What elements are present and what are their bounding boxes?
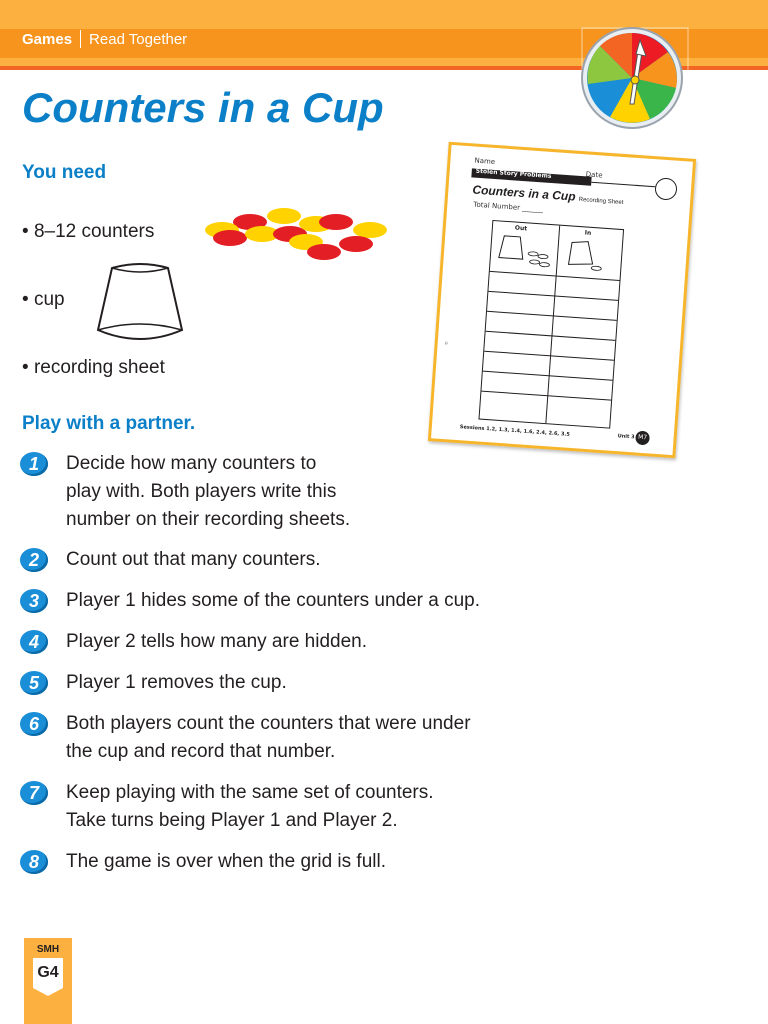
sheet-subtitle: Recording Sheet [578, 196, 624, 207]
step-number-icon: 4 [20, 630, 48, 654]
page-tab-label: SMH [36, 944, 60, 955]
step-text: Player 1 hides some of the counters under a cup. [66, 590, 481, 611]
page-tab [24, 938, 72, 1024]
sheet-name-label: Name [474, 156, 496, 166]
page-title: Counters in a Cup [22, 84, 384, 131]
sheet-sessions: Sessions 1.2, 1.3, 1.4, 1.6, 2.4, 2.6, 3.5 [459, 424, 571, 438]
sheet-total-label: Total Number ______ [473, 200, 544, 214]
breadcrumb-separator [80, 30, 81, 48]
sheet-copyright: © [443, 340, 449, 346]
step-number-icon: 3 [20, 589, 48, 613]
list-item-counters: • 8–12 counters [22, 221, 155, 242]
sheet-page-badge: M7 [635, 430, 650, 445]
list-item-label: 8–12 counters [33, 221, 155, 242]
step-text: Both players count the counters that were under the cup and record that number. [66, 713, 471, 762]
list-item-label: recording sheet [33, 357, 165, 378]
step-number-icon: 1 [20, 452, 48, 476]
page-number-tip [33, 988, 63, 996]
play-heading: Play with a partner. [22, 413, 196, 434]
step-text: Decide how many counters to play with. Both players write this number on their recording sheets. [66, 453, 351, 530]
list-item-cup: • cup [22, 289, 65, 310]
cup-illustration [92, 258, 188, 344]
sheet-date-label: Date [585, 170, 603, 180]
step-text: Player 1 removes the cup. [66, 672, 287, 693]
grid-cup-out-icon [496, 231, 555, 273]
breadcrumb-games[interactable]: Games [22, 30, 73, 48]
page-number: G4 [33, 958, 63, 988]
step-text: Count out that many counters. [66, 549, 321, 570]
step-number-icon: 6 [20, 712, 48, 736]
step-text: Keep playing with the same set of counters. Take turns being Player 1 and Player 2. [66, 782, 434, 831]
step-text: Player 2 tells how many are hidden. [66, 631, 367, 652]
step-text: The game is over when the grid is full. [66, 851, 386, 872]
counters-illustration [198, 204, 388, 266]
step-number-icon: 2 [20, 548, 48, 572]
grid-header-in: In [584, 229, 592, 237]
recording-sheet [428, 142, 696, 459]
you-need-heading: You need [22, 162, 107, 183]
sheet-unit-label: Stolen Story Problems [475, 167, 552, 180]
step-number-icon: 7 [20, 781, 48, 805]
spinner-icon [580, 26, 690, 136]
recording-sheet-thumbnail [428, 142, 696, 459]
sheet-title-text: Counters in a Cup [472, 182, 577, 204]
sheet-unit: Unit 3 [617, 433, 635, 441]
step-number-icon: 5 [20, 671, 48, 695]
grid-header-out: Out [514, 224, 528, 233]
sheet-spinner-icon [654, 177, 677, 200]
list-item-label: cup [33, 289, 65, 310]
list-item-recording-sheet: • recording sheet [22, 357, 165, 378]
breadcrumb-read-together[interactable]: Read Together [89, 30, 188, 48]
step-number-icon: 8 [20, 850, 48, 874]
grid-cup-in-icon [562, 236, 621, 278]
breadcrumb [22, 30, 187, 48]
sheet-grid [478, 220, 624, 429]
sheet-date-line [591, 182, 655, 187]
